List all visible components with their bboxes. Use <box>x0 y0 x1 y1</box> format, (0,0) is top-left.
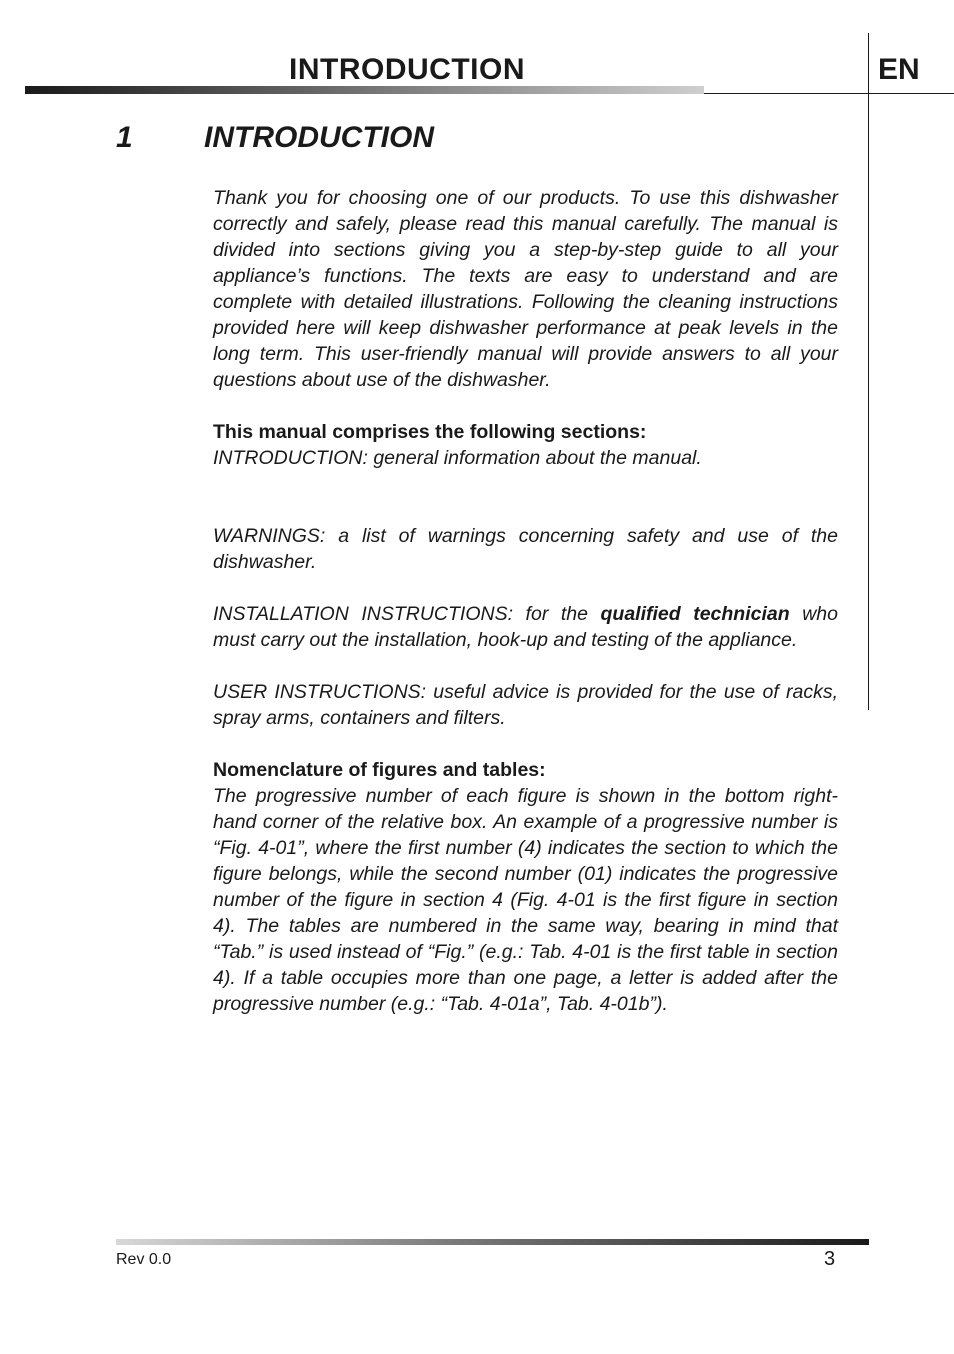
section-number: 1 <box>116 121 133 154</box>
installation-suffix: who must carry out the installation, hook-up and testing of the appliance. <box>213 603 838 651</box>
section-warnings: WARNINGS: a list of warnings concerning safety and use of the dishwasher. <box>213 525 838 573</box>
nomenclature-text: The progressive number of each figure is shown in the bottom right-hand corner of the relative box. An example of a progressive number is “Fig. 4-01”, where the first number (4) indicates the section to which the figure belongs, while the second number (01) indicates the progressive number of the figure in section 4 (Fig. 4-01 is the first figure in section 4). The tables are numbered in the same way, bearing in mind that “Tab.” is used instead of “Fig.” (e.g.: Tab. 4-01 is the first table in section 4). If a table occupies more than one page, a letter is added after the progressive number (e.g.: “Tab. 4-01a”, Tab. 4-01b”). <box>213 785 838 1015</box>
section-title: INTRODUCTION <box>204 121 434 154</box>
footer-bar <box>116 1239 869 1245</box>
page-number: 3 <box>824 1248 836 1270</box>
section-heading <box>116 118 434 158</box>
page-content <box>213 185 838 1017</box>
sections-heading: This manual comprises the following sections: <box>213 421 647 443</box>
header-title: INTRODUCTION <box>289 53 525 86</box>
header-rule <box>704 93 954 94</box>
nomenclature-heading: Nomenclature of figures and tables: <box>213 759 546 781</box>
side-rule <box>868 33 869 710</box>
installation-emphasis: qualified technician <box>600 603 790 625</box>
revision-label: Rev 0.0 <box>116 1251 172 1268</box>
intro-paragraph: Thank you for choosing one of our products. To use this dishwasher correctly and safely, please read this manual carefully. The manual is divided into sections giving you a step-by-step guide to all your appliance’s functions. The texts are easy to understand and are complete with detailed illustrations. Following the cleaning instructions provided here will keep dishwasher performance at peak levels in the long term. This user-friendly manual will provide answers to all your questions about use of the dishwasher. <box>213 187 838 391</box>
installation-prefix: INSTALLATION INSTRUCTIONS: for the <box>213 603 601 625</box>
language-code: EN <box>878 53 920 86</box>
section-user: USER INSTRUCTIONS: useful advice is provided for the use of racks, spray arms, containers and filters. <box>213 681 838 729</box>
section-installation <box>213 601 838 653</box>
header-bar <box>25 86 704 94</box>
section-introduction: INTRODUCTION: general information about the manual. <box>213 447 702 469</box>
